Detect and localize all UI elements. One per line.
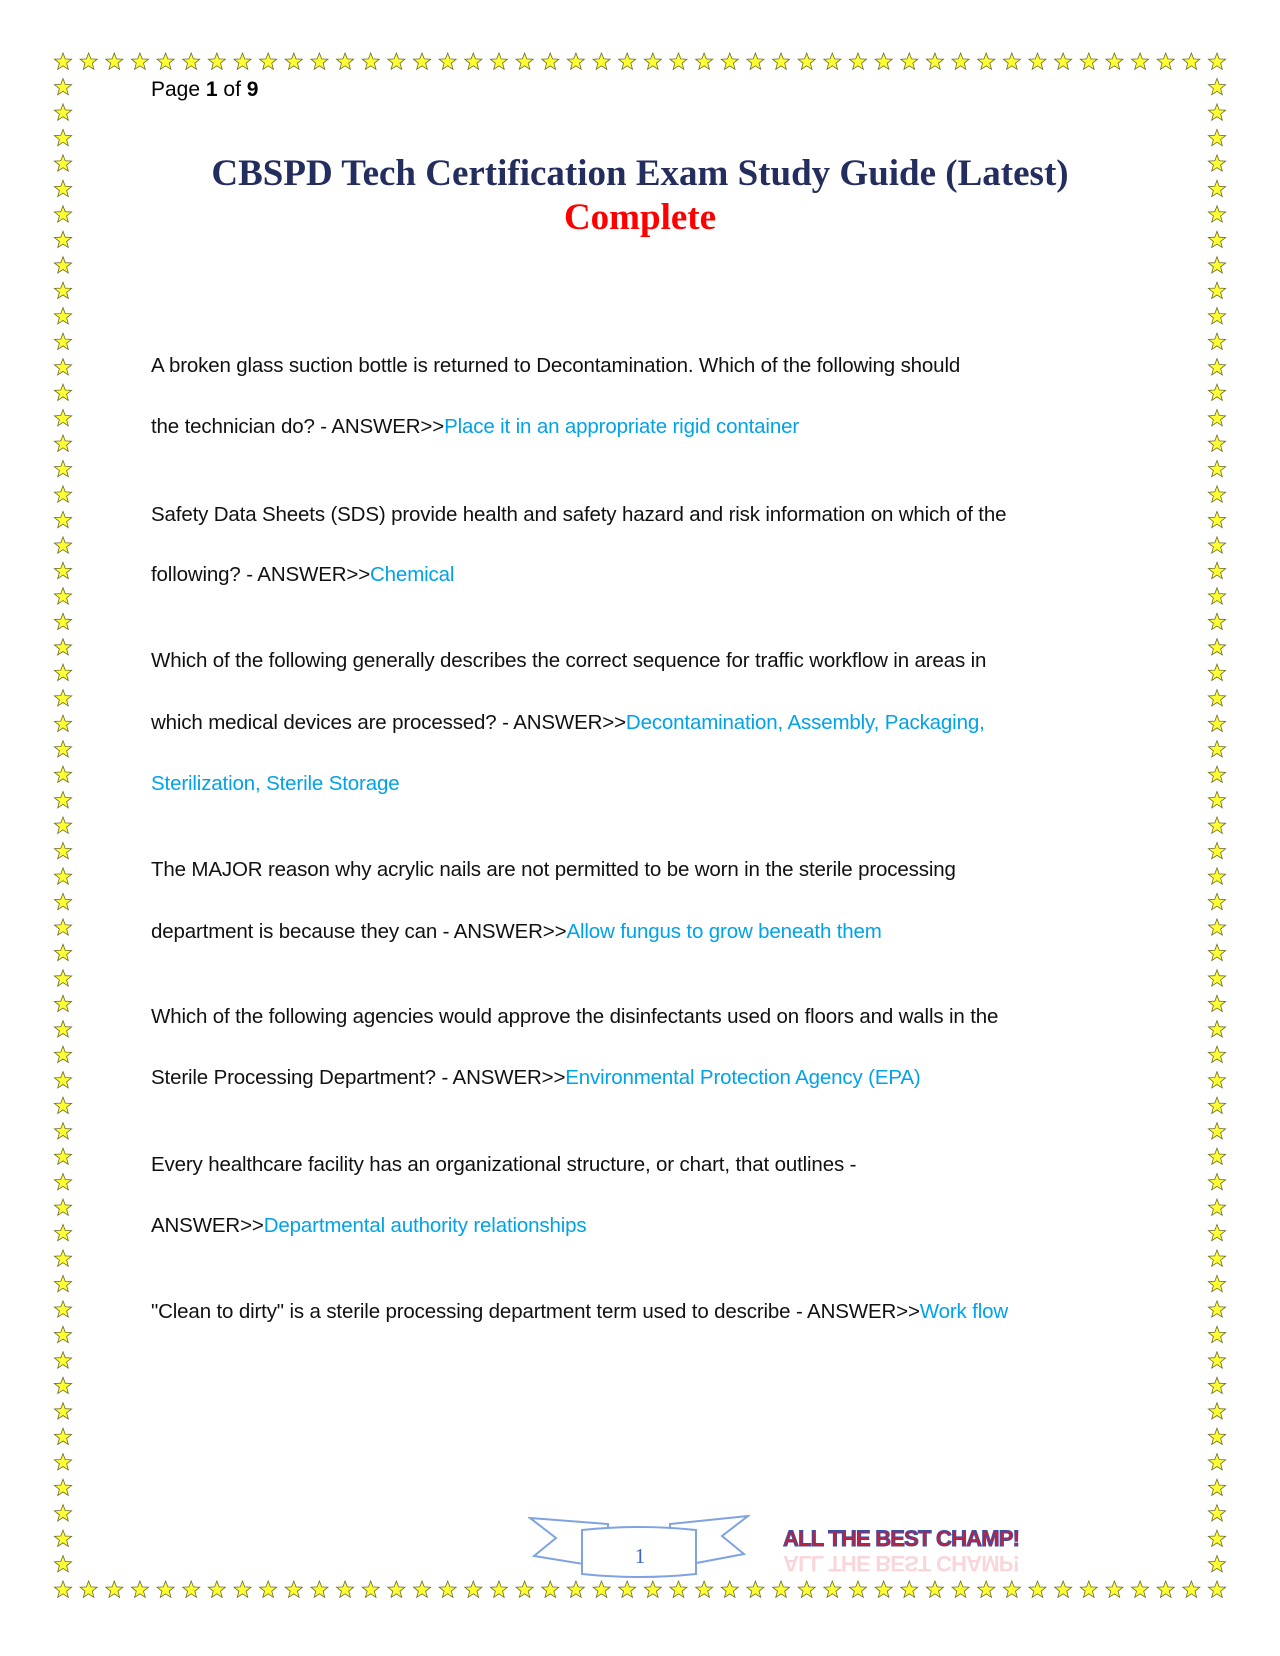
star-icon bbox=[721, 1581, 738, 1597]
star-icon bbox=[80, 53, 97, 69]
star-icon bbox=[952, 53, 969, 69]
star-icon bbox=[1208, 970, 1225, 986]
star-icon bbox=[54, 766, 71, 782]
star-icon bbox=[80, 1581, 97, 1597]
footer-slogan: ALL THE BEST CHAMP! bbox=[783, 1526, 1020, 1551]
star-icon bbox=[952, 1581, 969, 1597]
star-icon bbox=[1208, 1505, 1225, 1521]
star-icon bbox=[54, 893, 71, 909]
star-icon bbox=[285, 53, 302, 69]
star-icon bbox=[1208, 1403, 1225, 1419]
star-icon bbox=[1208, 1530, 1225, 1546]
question-text: ANSWER>> bbox=[151, 1214, 264, 1237]
star-icon bbox=[901, 53, 918, 69]
star-icon bbox=[1208, 562, 1225, 578]
star-icon bbox=[54, 1123, 71, 1139]
star-icon bbox=[54, 257, 71, 273]
page-total: 9 bbox=[246, 78, 259, 101]
star-icon bbox=[54, 461, 71, 477]
star-icon bbox=[131, 53, 148, 69]
star-icon bbox=[54, 104, 71, 120]
star-icon bbox=[542, 53, 559, 69]
star-icon bbox=[696, 53, 713, 69]
star-icon bbox=[849, 1581, 866, 1597]
answer-text: Allow fungus to grow beneath them bbox=[566, 920, 882, 943]
star-icon bbox=[54, 1225, 71, 1241]
star-icon bbox=[516, 1581, 533, 1597]
star-icon bbox=[54, 1174, 71, 1190]
star-icon bbox=[1208, 639, 1225, 655]
star-icon bbox=[1208, 893, 1225, 909]
qa-line bbox=[151, 858, 956, 882]
star-icon bbox=[849, 53, 866, 69]
star-icon bbox=[106, 1581, 123, 1597]
document-title: CBSPD Tech Certification Exam Study Guide (Latest) bbox=[211, 153, 1069, 194]
star-icon bbox=[1208, 1021, 1225, 1037]
star-icon bbox=[54, 1199, 71, 1215]
star-icon bbox=[1157, 53, 1174, 69]
star-icon bbox=[1080, 53, 1097, 69]
star-icon bbox=[1208, 817, 1225, 833]
star-icon bbox=[414, 53, 431, 69]
star-icon bbox=[1208, 664, 1225, 680]
star-icon bbox=[490, 53, 507, 69]
qa-line bbox=[151, 503, 1006, 527]
star-icon bbox=[465, 1581, 482, 1597]
star-icon bbox=[1208, 1225, 1225, 1241]
page-prefix: Page bbox=[151, 78, 206, 101]
star-icon bbox=[1208, 359, 1225, 375]
star-icon bbox=[1208, 944, 1225, 960]
star-icon bbox=[1208, 690, 1225, 706]
star-icon bbox=[208, 53, 225, 69]
qa-line bbox=[151, 1300, 1008, 1324]
star-icon bbox=[824, 1581, 841, 1597]
qa-line bbox=[151, 1153, 856, 1177]
star-icon bbox=[1003, 1581, 1020, 1597]
star-icon bbox=[1208, 53, 1225, 69]
star-icon bbox=[54, 664, 71, 680]
star-icon bbox=[926, 1581, 943, 1597]
star-icon bbox=[1106, 1581, 1123, 1597]
star-icon bbox=[1208, 1123, 1225, 1139]
star-icon bbox=[362, 53, 379, 69]
question-text: Sterile Processing Department? - ANSWER>> bbox=[151, 1066, 566, 1089]
question-text: The MAJOR reason why acrylic nails are not permitted to be worn in the sterile processing bbox=[151, 858, 956, 881]
footer-slogan-reflection: ALL THE BEST CHAMP! bbox=[783, 1551, 1020, 1576]
star-icon bbox=[54, 1021, 71, 1037]
star-icon bbox=[619, 1581, 636, 1597]
star-icon bbox=[1208, 741, 1225, 757]
qa-line bbox=[151, 415, 799, 439]
star-icon bbox=[285, 1581, 302, 1597]
star-icon bbox=[1208, 1352, 1225, 1368]
star-icon bbox=[1208, 1275, 1225, 1291]
star-icon bbox=[490, 1581, 507, 1597]
star-icon bbox=[1157, 1581, 1174, 1597]
qa-line bbox=[151, 1005, 998, 1029]
star-icon bbox=[1208, 613, 1225, 629]
footer-page-number: 1 bbox=[634, 1544, 646, 1568]
star-icon bbox=[1208, 257, 1225, 273]
star-icon bbox=[1029, 53, 1046, 69]
star-icon bbox=[54, 308, 71, 324]
star-icon bbox=[414, 1581, 431, 1597]
star-icon bbox=[773, 53, 790, 69]
star-icon bbox=[54, 435, 71, 451]
star-icon bbox=[54, 1377, 71, 1393]
star-icon bbox=[54, 792, 71, 808]
star-icon bbox=[157, 53, 174, 69]
star-icon bbox=[1055, 1581, 1072, 1597]
star-icon bbox=[54, 410, 71, 426]
star-icon bbox=[439, 53, 456, 69]
star-icon bbox=[260, 1581, 277, 1597]
star-icon bbox=[54, 1250, 71, 1266]
star-icon bbox=[567, 53, 584, 69]
answer-text: Environmental Protection Agency (EPA) bbox=[565, 1066, 921, 1089]
question-text: Safety Data Sheets (SDS) provide health and safety hazard and risk information on which of the bbox=[151, 503, 1007, 526]
star-icon bbox=[260, 53, 277, 69]
star-icon bbox=[183, 1581, 200, 1597]
star-icon bbox=[1208, 79, 1225, 95]
star-icon bbox=[1208, 1479, 1225, 1495]
star-icon bbox=[1208, 995, 1225, 1011]
qa-line bbox=[151, 563, 454, 587]
star-icon bbox=[54, 562, 71, 578]
answer-text: Departmental authority relationships bbox=[263, 1214, 587, 1237]
star-icon bbox=[1208, 1301, 1225, 1317]
star-icon bbox=[54, 79, 71, 95]
star-icon bbox=[54, 537, 71, 553]
star-icon bbox=[1183, 1581, 1200, 1597]
qa-line bbox=[151, 649, 986, 673]
star-icon bbox=[54, 741, 71, 757]
answer-text: Place it in an appropriate rigid container bbox=[444, 415, 800, 438]
star-icon bbox=[337, 1581, 354, 1597]
star-icon bbox=[696, 1581, 713, 1597]
qa-line bbox=[151, 354, 960, 378]
star-icon bbox=[54, 690, 71, 706]
star-icon bbox=[54, 1581, 71, 1597]
star-icon bbox=[54, 613, 71, 629]
star-icon bbox=[926, 53, 943, 69]
star-icon bbox=[54, 1097, 71, 1113]
star-icon bbox=[1208, 1326, 1225, 1342]
star-icon bbox=[1208, 511, 1225, 527]
star-icon bbox=[1208, 588, 1225, 604]
page-current: 1 bbox=[205, 78, 218, 101]
star-icon bbox=[54, 1530, 71, 1546]
star-icon bbox=[54, 639, 71, 655]
star-icon bbox=[1208, 715, 1225, 731]
star-icon bbox=[1208, 1174, 1225, 1190]
star-icon bbox=[978, 53, 995, 69]
star-icon bbox=[1208, 1377, 1225, 1393]
star-icon bbox=[1132, 53, 1149, 69]
star-icon bbox=[234, 53, 251, 69]
star-icon bbox=[747, 1581, 764, 1597]
star-icon bbox=[1208, 129, 1225, 145]
star-icon bbox=[670, 1581, 687, 1597]
question-text: Every healthcare facility has an organizational structure, or chart, that outlines - bbox=[151, 1153, 857, 1176]
star-icon bbox=[311, 53, 328, 69]
star-icon bbox=[465, 53, 482, 69]
star-icon bbox=[875, 1581, 892, 1597]
star-icon bbox=[1208, 1097, 1225, 1113]
page-of: of bbox=[217, 78, 247, 101]
star-icon bbox=[54, 919, 71, 935]
star-icon bbox=[1132, 1581, 1149, 1597]
star-icon bbox=[516, 53, 533, 69]
star-icon bbox=[54, 1505, 71, 1521]
star-icon bbox=[1029, 1581, 1046, 1597]
star-icon bbox=[773, 1581, 790, 1597]
qa-line bbox=[151, 1066, 921, 1090]
star-icon bbox=[54, 486, 71, 502]
star-icon bbox=[54, 1046, 71, 1062]
star-icon bbox=[901, 1581, 918, 1597]
star-icon bbox=[208, 1581, 225, 1597]
star-icon bbox=[54, 1556, 71, 1572]
star-icon bbox=[54, 944, 71, 960]
star-icon bbox=[1208, 486, 1225, 502]
star-icon bbox=[106, 53, 123, 69]
star-icon bbox=[978, 1581, 995, 1597]
question-text: Which of the following generally describes the correct sequence for traffic workflow in areas in bbox=[151, 649, 987, 672]
qa-line bbox=[151, 920, 882, 944]
star-icon bbox=[54, 868, 71, 884]
star-icon bbox=[1208, 384, 1225, 400]
star-icon bbox=[54, 1326, 71, 1342]
star-icon bbox=[54, 995, 71, 1011]
star-icon bbox=[54, 1479, 71, 1495]
star-icon bbox=[337, 53, 354, 69]
star-icon bbox=[54, 970, 71, 986]
star-icon bbox=[1208, 461, 1225, 477]
answer-text: Decontamination, Assembly, Packaging, bbox=[625, 711, 985, 734]
star-icon bbox=[54, 511, 71, 527]
star-icon bbox=[54, 843, 71, 859]
qa-line bbox=[151, 711, 985, 735]
question-text: "Clean to dirty" is a sterile processing department term used to describe - ANSWER>> bbox=[151, 1300, 920, 1323]
question-text: the technician do? - ANSWER>> bbox=[151, 415, 445, 438]
question-text: A broken glass suction bottle is returned to Decontamination. Which of the following should bbox=[151, 354, 961, 377]
star-icon bbox=[234, 1581, 251, 1597]
star-icon bbox=[54, 1428, 71, 1444]
star-icon bbox=[747, 53, 764, 69]
question-text: which medical devices are processed? - ANSWER>> bbox=[151, 711, 626, 734]
star-icon bbox=[54, 129, 71, 145]
star-icon bbox=[1208, 1148, 1225, 1164]
star-icon bbox=[1208, 333, 1225, 349]
star-icon bbox=[1208, 308, 1225, 324]
star-icon bbox=[54, 384, 71, 400]
star-icon bbox=[362, 1581, 379, 1597]
star-icon bbox=[54, 1301, 71, 1317]
star-icon bbox=[875, 53, 892, 69]
star-icon bbox=[157, 1581, 174, 1597]
star-icon bbox=[619, 53, 636, 69]
document-subtitle: Complete bbox=[563, 197, 717, 238]
star-icon bbox=[131, 1581, 148, 1597]
star-icon bbox=[1208, 1250, 1225, 1266]
star-icon bbox=[1003, 53, 1020, 69]
qa-line bbox=[151, 1214, 587, 1238]
star-icon bbox=[593, 53, 610, 69]
star-icon bbox=[1080, 1581, 1097, 1597]
star-icon bbox=[54, 1072, 71, 1088]
answer-text: Chemical bbox=[370, 563, 455, 586]
star-icon bbox=[798, 1581, 815, 1597]
star-icon bbox=[1208, 868, 1225, 884]
star-icon bbox=[54, 333, 71, 349]
star-icon bbox=[1208, 1072, 1225, 1088]
star-icon bbox=[721, 53, 738, 69]
star-icon bbox=[54, 817, 71, 833]
star-icon bbox=[644, 53, 661, 69]
answer-text: Sterilization, Sterile Storage bbox=[151, 772, 400, 795]
star-icon bbox=[311, 1581, 328, 1597]
star-icon bbox=[54, 715, 71, 731]
star-icon bbox=[54, 1148, 71, 1164]
star-icon bbox=[824, 53, 841, 69]
page-indicator bbox=[151, 78, 258, 102]
answer-text: Work flow bbox=[919, 1300, 1009, 1323]
star-icon bbox=[1208, 1199, 1225, 1215]
star-icon bbox=[1208, 537, 1225, 553]
star-icon bbox=[54, 53, 71, 69]
star-icon bbox=[1208, 1046, 1225, 1062]
star-icon bbox=[54, 588, 71, 604]
question-text: following? - ANSWER>> bbox=[151, 563, 371, 586]
star-icon bbox=[644, 1581, 661, 1597]
star-icon bbox=[1106, 53, 1123, 69]
star-icon bbox=[439, 1581, 456, 1597]
question-text: department is because they can - ANSWER>> bbox=[151, 920, 567, 943]
star-icon bbox=[1208, 282, 1225, 298]
star-icon bbox=[183, 53, 200, 69]
star-icon bbox=[1208, 766, 1225, 782]
star-icon bbox=[54, 359, 71, 375]
star-icon bbox=[1208, 410, 1225, 426]
star-icon bbox=[1183, 53, 1200, 69]
star-icon bbox=[567, 1581, 584, 1597]
star-icon bbox=[54, 1403, 71, 1419]
star-icon bbox=[54, 282, 71, 298]
star-icon bbox=[1208, 104, 1225, 120]
star-icon bbox=[1208, 435, 1225, 451]
star-icon bbox=[54, 1454, 71, 1470]
star-icon bbox=[798, 53, 815, 69]
star-icon bbox=[1208, 792, 1225, 808]
star-icon bbox=[388, 1581, 405, 1597]
star-icon bbox=[1208, 1454, 1225, 1470]
qa-line bbox=[151, 772, 399, 796]
star-icon bbox=[54, 1352, 71, 1368]
star-icon bbox=[670, 53, 687, 69]
star-icon bbox=[1208, 1581, 1225, 1597]
star-icon bbox=[1208, 843, 1225, 859]
star-icon bbox=[1055, 53, 1072, 69]
star-icon bbox=[1208, 919, 1225, 935]
star-icon bbox=[542, 1581, 559, 1597]
question-text: Which of the following agencies would approve the disinfectants used on floors and walls in the bbox=[151, 1005, 999, 1028]
star-icon bbox=[593, 1581, 610, 1597]
star-icon bbox=[54, 1275, 71, 1291]
star-icon bbox=[1208, 1428, 1225, 1444]
star-icon bbox=[388, 53, 405, 69]
star-icon bbox=[1208, 1556, 1225, 1572]
